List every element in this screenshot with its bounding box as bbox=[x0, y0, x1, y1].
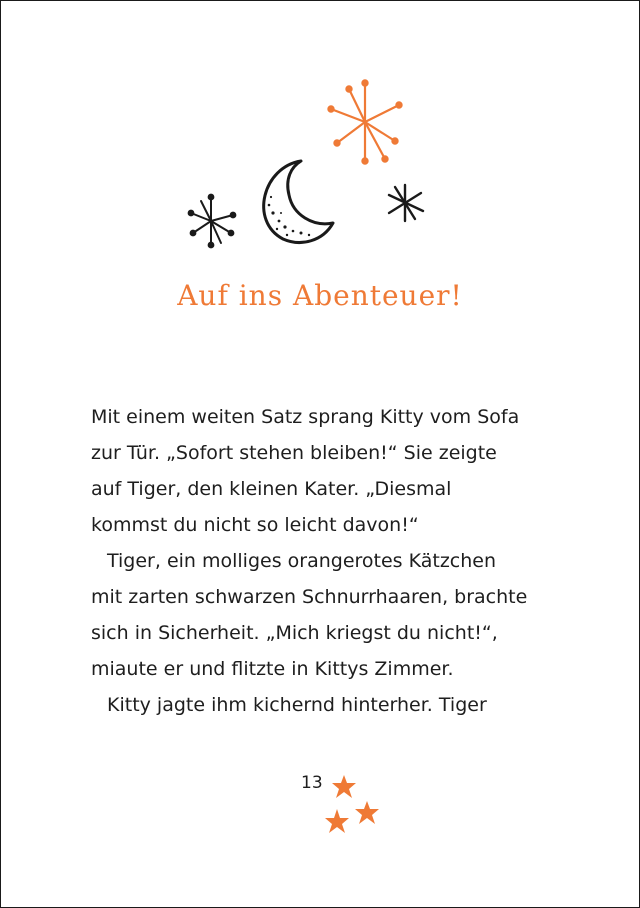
chapter-title: Auf ins Abenteuer! bbox=[177, 279, 463, 312]
page-number: 13 bbox=[301, 773, 323, 793]
text-line: zur Tür. „Sofort stehen bleiben!“ Sie zeigte bbox=[91, 442, 497, 464]
text-line: kommst du nicht so leicht davon!“ bbox=[91, 514, 419, 536]
text-line: sich in Sicherheit. „Mich kriegst du nicht!“, bbox=[91, 622, 498, 644]
text-line: Mit einem weiten Satz sprang Kitty vom Sofa bbox=[91, 406, 520, 428]
orange-stars-icon bbox=[325, 775, 379, 833]
crescent-moon-icon bbox=[264, 161, 333, 242]
orange-sparkle-star-icon bbox=[328, 80, 401, 163]
asterisk-star-icon bbox=[389, 185, 423, 221]
orange-star-icon bbox=[325, 809, 349, 833]
body-text bbox=[91, 399, 551, 723]
orange-star-icon bbox=[355, 801, 379, 824]
text-line: mit zarten schwarzen Schnurrhaaren, brachte bbox=[91, 586, 528, 608]
orange-star-icon bbox=[332, 775, 356, 798]
text-line: Tiger, ein molliges orangerotes Kätzchen bbox=[107, 550, 497, 572]
black-starburst-icon bbox=[189, 195, 236, 248]
text-line: Kitty jagte ihm kichernd hinterher. Tiger bbox=[107, 694, 487, 716]
text-line: auf Tiger, den kleinen Kater. „Diesmal bbox=[91, 478, 452, 500]
text-line: miaute er und flitzte in Kittys Zimmer. bbox=[91, 658, 454, 680]
